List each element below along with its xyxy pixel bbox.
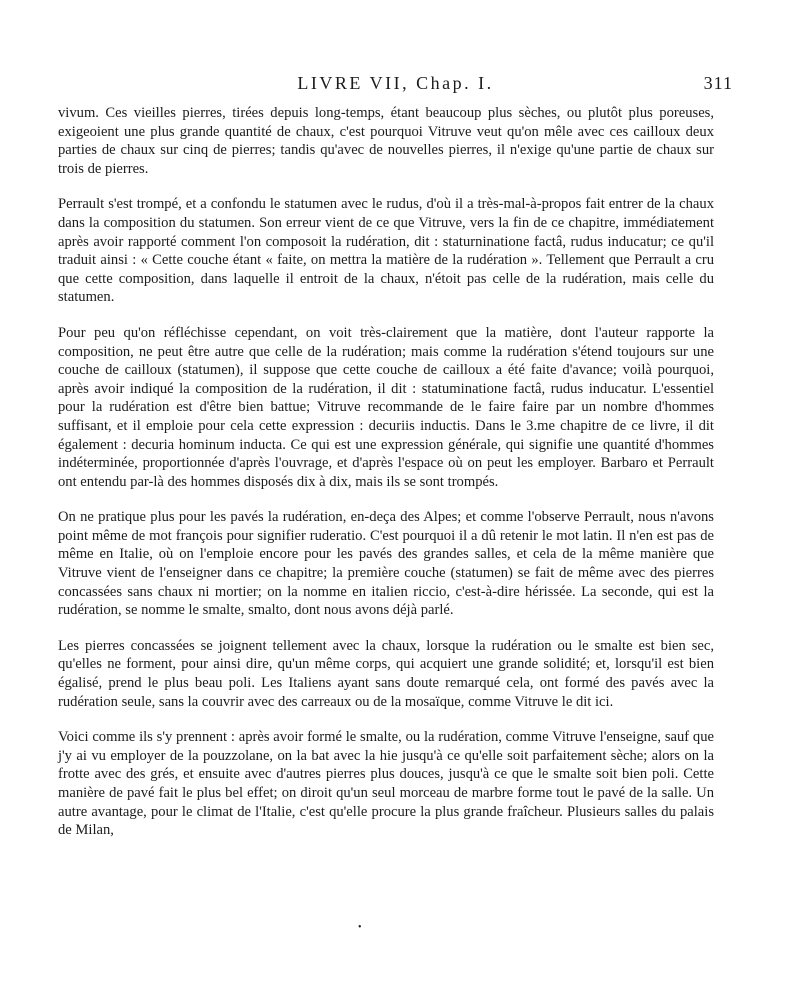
page-number: 311 — [703, 73, 733, 93]
paragraph-3: Pour peu qu'on réfléchisse cependant, on voit très-clairement que la matière, dont l'auteur rapporte la composition, ne peut être autre que celle de la rudération; mais comme la rudération s'étend toujours sur une couche de cailloux (statumen), il suppose que cette couche de cailloux a été faite d'avance; voilà pourquoi, après avoir indiqué la composition de la rudération, il dit : statuminatione factâ, rudus inducatur. L'essentiel pour la rudération est d'être bien battue; Vitruve recommande de le faire faire par un nombre d'hommes suffisant, et il emploie pour cela cette expression : decuriis inductis. Dans le 3.me chapitre de ce livre, il dit également : decuria hominum inducta. Ce qui est une expression générale, qui signifie une quantité d'hommes indéterminée, proportionnée d'après l'ouvrage, et d'après l'espace où on peut les employer. Barbaro et Perrault ont entendu par-là des hommes disposés dix à dix, mais ils se sont trompés. — [58, 324, 714, 490]
paragraph-6: Voici comme ils s'y prennent : après avoir formé le smalte, ou la rudération, comme Vitruve l'enseigne, sauf que j'y ai vu employer de la pouzzolane, on la bat avec la hie jusqu'à ce qu'elle soit parfaitement sèche; alors on la frotte avec des grés, et ensuite avec d'autres pierres plus douces, jusqu'à ce que le smalte soit bien poli. Cette manière de pavé fait le plus bel effet; on diroit qu'un seul morceau de marbre forme tout le pavé de la salle. Un autre avantage, pour le climat de l'Italie, c'est qu'elle procure la plus grande fraîcheur. Plusieurs salles du palais de Milan, — [58, 729, 714, 839]
paragraph-2: Perrault s'est trompé, et a confondu le statumen avec le rudus, d'où il a très-mal-à-propos fait entrer de la chaux dans la composition du statumen. Son erreur vient de ce que Vitruve, vers la fin de ce chapitre, immédiatement après avoir rapporté comment l'on composoit la rudération, dit : staturninatione factâ, rudus inducatur; ce qu'il traduit ainsi : « Cette couche étant « faite, on mettra la matière de la rudération ». Tellement que Perrault a cru que cette composition, dans laquelle il entroit de la chaux, n'étoit pas celle de la rudération, mais celle du statumen. — [58, 196, 714, 306]
running-title: LIVRE VII, Chap. I. — [297, 73, 494, 93]
paragraph-4: On ne pratique plus pour les pavés la rudération, en-deça des Alpes; et comme l'observe Perrault, nous n'avons point même de mot françois pour signifier ruderatio. C'est pourquoi il a dû retenir le mot latin. Il n'en est pas de même en Italie, où on l'emploie encore pour les pavés des grandes salles, et cela de la même manière que Vitruve vient de l'enseigner dans ce chapitre; la première couche (statumen) se fait de même avec des pierres concassées sans chaux ni mortier; on la nomme en italien riccio, c'est-à-dire hérissée. La seconde, qui est la rudération, se nomme le smalte, smalto, dont nous avons déjà parlé. — [58, 509, 714, 619]
body-text — [58, 104, 714, 857]
paragraph-5: Les pierres concassées se joignent tellement avec la chaux, lorsque la rudération ou le smalte est bien sec, qu'elles ne forment, pour ainsi dire, qu'un même corps, qui acquiert une grande solidité; et, lorsqu'il est bien égalisé, prend le plus beau poli. Les Italiens ayant sans doute remarqué cela, ont formé des pavés avec la rudération seule, sans la couvrir avec des carreaux ou de la mosaïque, comme Vitruve le dit ici. — [58, 637, 714, 710]
paragraph-1: vivum. Ces vieilles pierres, tirées depuis long-temps, étant beaucoup plus sèches, ou plutôt plus poreuses, exigeoient une plus grande quantité de chaux, c'est pourquoi Vitruve veut qu'on mêle avec ces cailloux deux parties de chaux sur cinq de pierres; tandis qu'avec de nouvelles pierres, il n'exige qu'une partie de chaux sur trois de pierres. — [58, 105, 714, 177]
running-head — [0, 73, 791, 97]
footer-mark: • — [358, 922, 362, 933]
